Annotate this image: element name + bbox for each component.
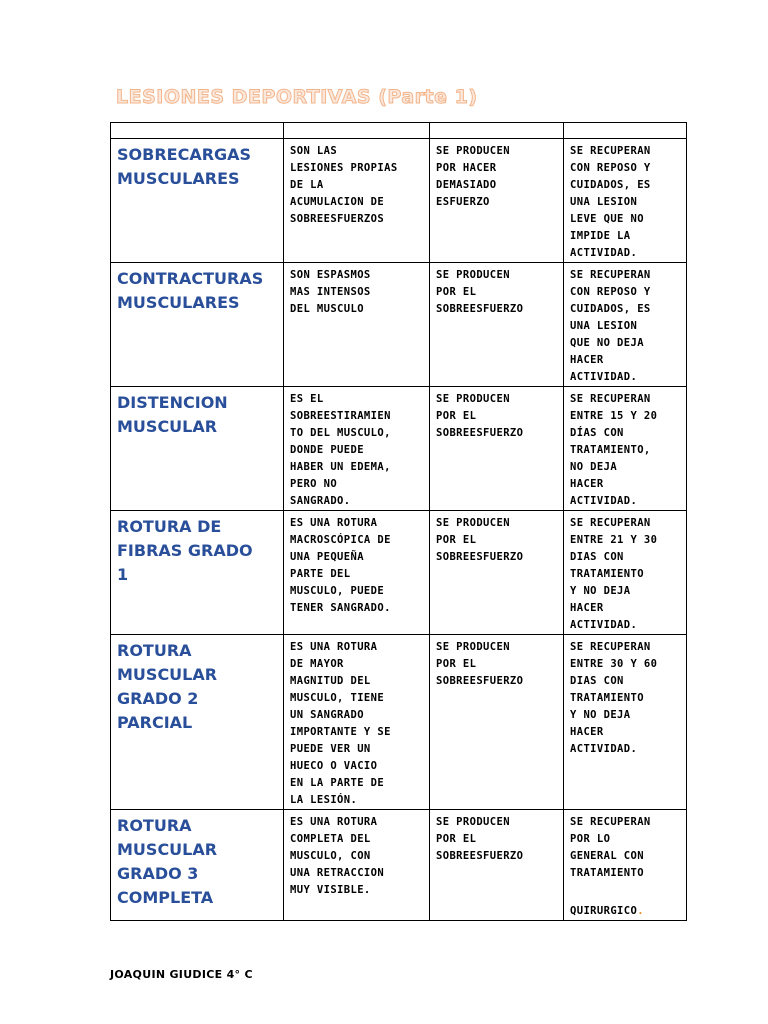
injury-name: ROTURA DE FIBRAS GRADO 1 [117, 517, 253, 584]
injury-recovery: SE RECUPERAN CON REPOSO Y CUIDADOS, ES UNA LESION QUE NO DEJA HACER ACTIVIDAD. [570, 269, 651, 383]
recovery-cell [564, 387, 687, 511]
injury-name-cell [111, 387, 284, 511]
recovery-last-dot: . [637, 905, 644, 917]
injury-cause: SE PRODUCEN POR EL SOBREESFUERZO [436, 393, 524, 439]
injury-recovery: SE RECUPERAN POR LO GENERAL CON TRATAMIENTO [570, 816, 651, 879]
recovery-cell [564, 511, 687, 635]
injury-name: SOBRECARGAS MUSCULARES [117, 145, 252, 188]
injury-name-cell [111, 635, 284, 810]
injury-recovery: SE RECUPERAN ENTRE 15 Y 20 DÍAS CON TRATAMIENTO, NO DEJA HACER ACTIVIDAD. [570, 393, 658, 507]
cause-cell [430, 139, 564, 263]
injury-cause: SE PRODUCEN POR EL SOBREESFUERZO [436, 816, 524, 862]
injury-recovery-last [570, 905, 644, 917]
injury-name: ROTURA MUSCULAR GRADO 2 PARCIAL [117, 641, 218, 732]
injury-cause: SE PRODUCEN POR EL SOBREESFUERZO [436, 269, 524, 315]
recovery-last-word: QUIRURGICO [570, 905, 638, 917]
injury-definition: ES UNA ROTURA DE MAYOR MAGNITUD DEL MUSCULO, TIENE UN SANGRADO IMPORTANTE Y SE PUEDE VER UN HUECO O VACIO EN LA PARTE DE LA LESIÓN. [290, 641, 391, 806]
document-footer: JOAQUIN GIUDICE 4° C [110, 968, 253, 981]
injury-name: DISTENCION MUSCULAR [117, 393, 228, 436]
injury-definition: SON LAS LESIONES PROPIAS DE LA ACUMULACION DE SOBREESFUERZOS [290, 145, 398, 225]
definition-cell [284, 263, 430, 387]
recovery-cell [564, 139, 687, 263]
injury-definition: ES UNA ROTURA MACROSCÓPICA DE UNA PEQUEÑA PARTE DEL MUSCULO, PUEDE TENER SANGRADO. [290, 517, 391, 614]
recovery-cell [564, 263, 687, 387]
injury-cause: SE PRODUCEN POR HACER DEMASIADO ESFUERZO [436, 145, 510, 208]
injury-name-cell [111, 511, 284, 635]
header-cell [284, 123, 430, 139]
definition-cell [284, 635, 430, 810]
injury-recovery: SE RECUPERAN ENTRE 21 Y 30 DIAS CON TRATAMIENTO Y NO DEJA HACER ACTIVIDAD. [570, 517, 658, 631]
table-row [111, 387, 687, 511]
injury-recovery: SE RECUPERAN CON REPOSO Y CUIDADOS, ES UNA LESION LEVE QUE NO IMPIDE LA ACTIVIDAD. [570, 145, 651, 259]
header-cell [430, 123, 564, 139]
table-header-row [111, 123, 687, 139]
injury-name: CONTRACTURAS MUSCULARES [117, 269, 264, 312]
table-row [111, 139, 687, 263]
cause-cell [430, 263, 564, 387]
cause-cell [430, 635, 564, 810]
definition-cell [284, 387, 430, 511]
definition-cell [284, 511, 430, 635]
injury-definition: ES EL SOBREESTIRAMIEN TO DEL MUSCULO, DONDE PUEDE HABER UN EDEMA, PERO NO SANGRADO. [290, 393, 391, 507]
injury-name-cell [111, 139, 284, 263]
table-row [111, 635, 687, 810]
recovery-cell [564, 635, 687, 810]
line-gap [570, 882, 680, 899]
definition-cell [284, 810, 430, 921]
cause-cell [430, 511, 564, 635]
table-row [111, 810, 687, 921]
cause-cell [430, 387, 564, 511]
header-cell [111, 123, 284, 139]
injury-recovery: SE RECUPERAN ENTRE 30 Y 60 DIAS CON TRATAMIENTO Y NO DEJA HACER ACTIVIDAD. [570, 641, 658, 755]
table-row [111, 263, 687, 387]
header-cell [564, 123, 687, 139]
cause-cell [430, 810, 564, 921]
injury-definition: ES UNA ROTURA COMPLETA DEL MUSCULO, CON UNA RETRACCION MUY VISIBLE. [290, 816, 385, 896]
injury-cause: SE PRODUCEN POR EL SOBREESFUERZO [436, 641, 524, 687]
injury-cause: SE PRODUCEN POR EL SOBREESFUERZO [436, 517, 524, 563]
injury-name-cell [111, 810, 284, 921]
document-title: LESIONES DEPORTIVAS (Parte 1) [116, 86, 478, 108]
injury-name: ROTURA MUSCULAR GRADO 3 COMPLETA [117, 816, 218, 907]
definition-cell [284, 139, 430, 263]
table-row [111, 511, 687, 635]
injury-name-cell [111, 263, 284, 387]
injuries-table [110, 122, 687, 921]
injury-definition: SON ESPASMOS MAS INTENSOS DEL MUSCULO [290, 269, 371, 315]
recovery-cell [564, 810, 687, 921]
